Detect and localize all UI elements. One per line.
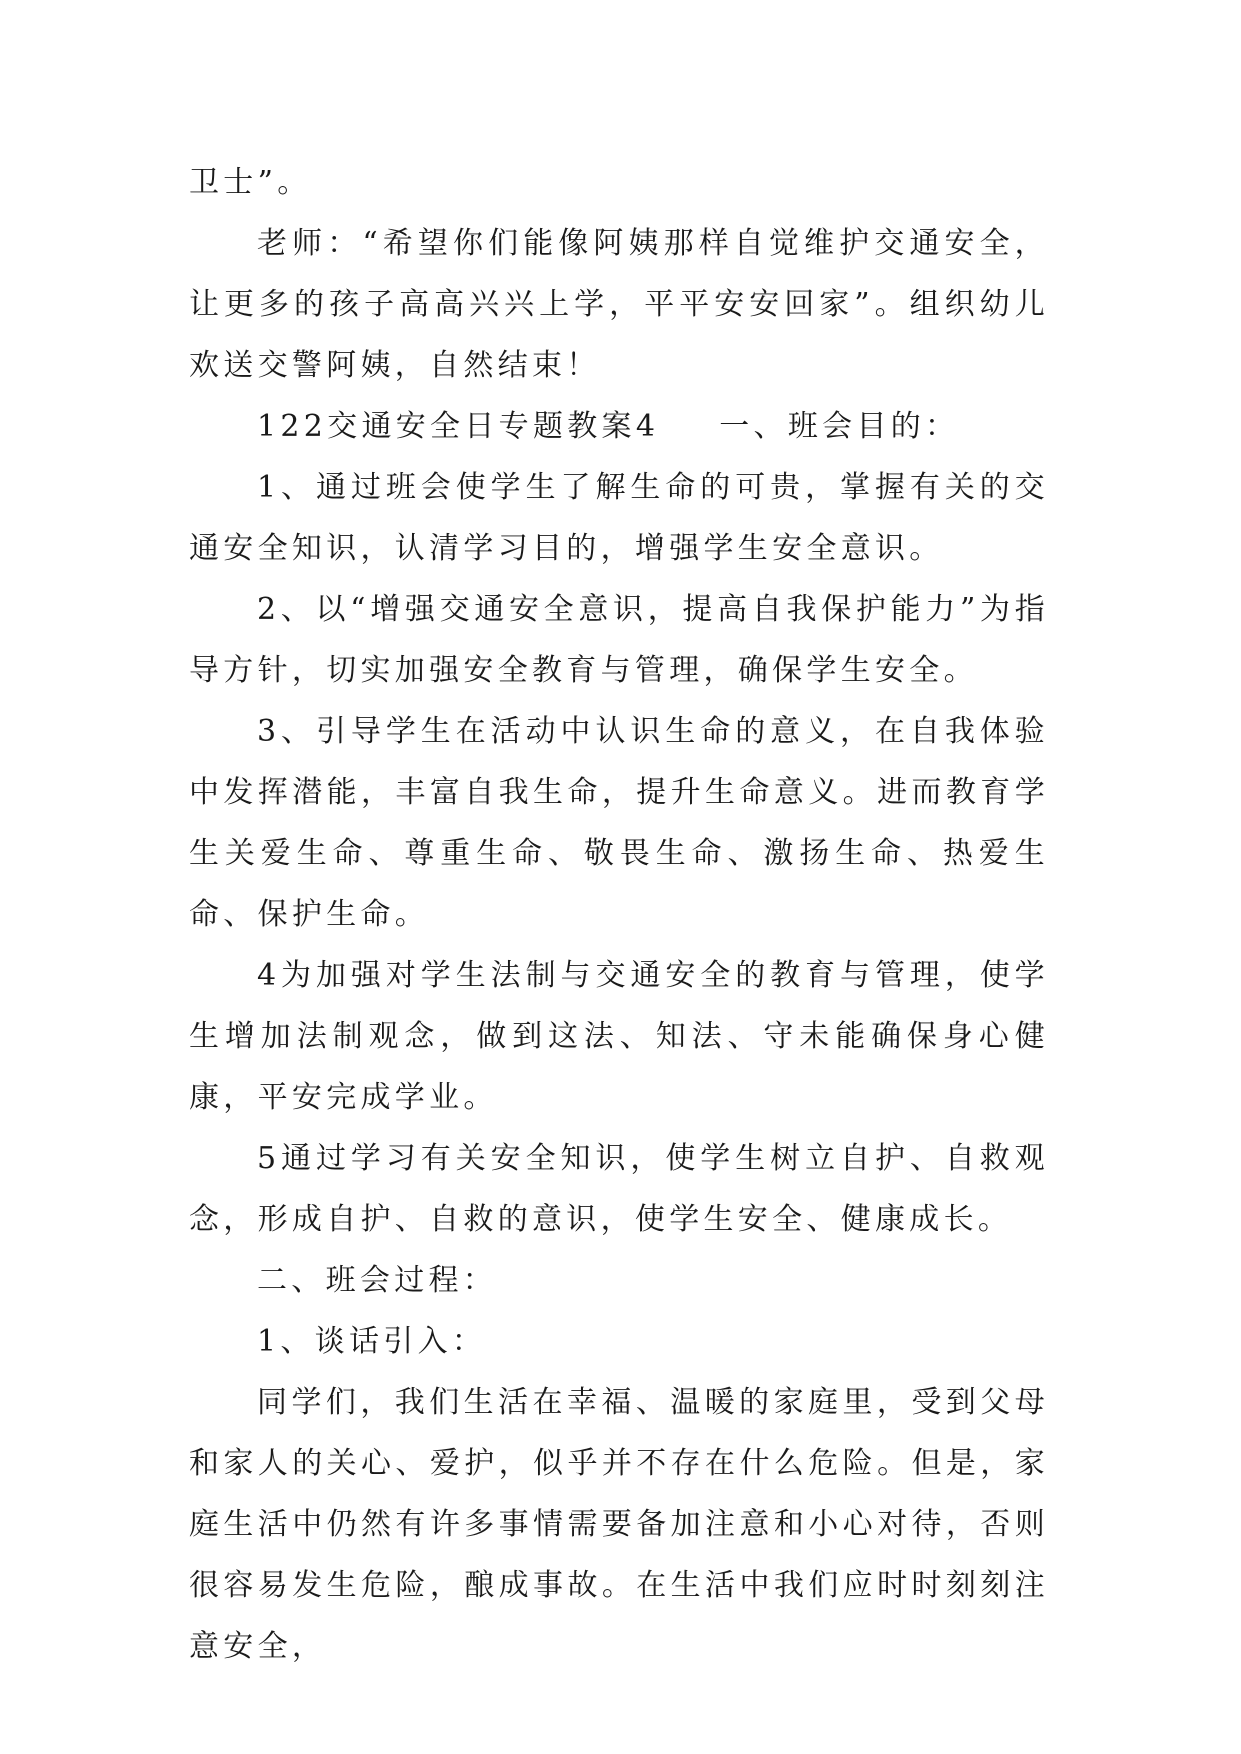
- lesson-plan-heading: [189, 396, 1049, 457]
- subsection-heading: 1、谈话引入：: [257, 1324, 487, 1359]
- paragraph: 5通过学习有关安全知识，使学生树立自护、自救观念，形成自护、自救的意识，使学生安全、健康成长。: [189, 1141, 1049, 1237]
- paragraph: 2、以“增强交通安全意识，提高自我保护能力”为指导方针，切实加强安全教育与管理，确保学生安全。: [189, 592, 1049, 688]
- section-heading: 一、班会目的：: [719, 409, 960, 444]
- paragraph: 3、引导学生在活动中认识生命的意义，在自我体验中发挥潜能，丰富自我生命，提升生命意义。进而教育学生关爱生命、尊重生命、敬畏生命、激扬生命、热爱生命、保护生命。: [189, 714, 1049, 932]
- section-heading: 二、班会过程：: [257, 1263, 498, 1298]
- paragraph: 卫士”。: [189, 165, 312, 200]
- document-body: [189, 152, 1049, 1677]
- lesson-plan-title: 122交通安全日专题教案4: [257, 409, 660, 444]
- paragraph: 4为加强对学生法制与交通安全的教育与管理，使学生增加法制观念，做到这法、知法、守未能确保身心健康，平安完成学业。: [189, 958, 1049, 1115]
- paragraph: 老师：“希望你们能像阿姨那样自觉维护交通安全，让更多的孩子高高兴兴上学，平平安安回家”。组织幼儿欢送交警阿姨，自然结束！: [189, 226, 1049, 383]
- paragraph: 1、通过班会使学生了解生命的可贵，掌握有关的交通安全知识，认清学习目的，增强学生安全意识。: [189, 470, 1049, 566]
- paragraph: 同学们，我们生活在幸福、温暖的家庭里，受到父母和家人的关心、爱护，似乎并不存在什么危险。但是，家庭生活中仍然有许多事情需要备加注意和小心对待，否则很容易发生危险，酿成事故。在生活中我们应时时刻刻注意安全，: [189, 1385, 1049, 1664]
